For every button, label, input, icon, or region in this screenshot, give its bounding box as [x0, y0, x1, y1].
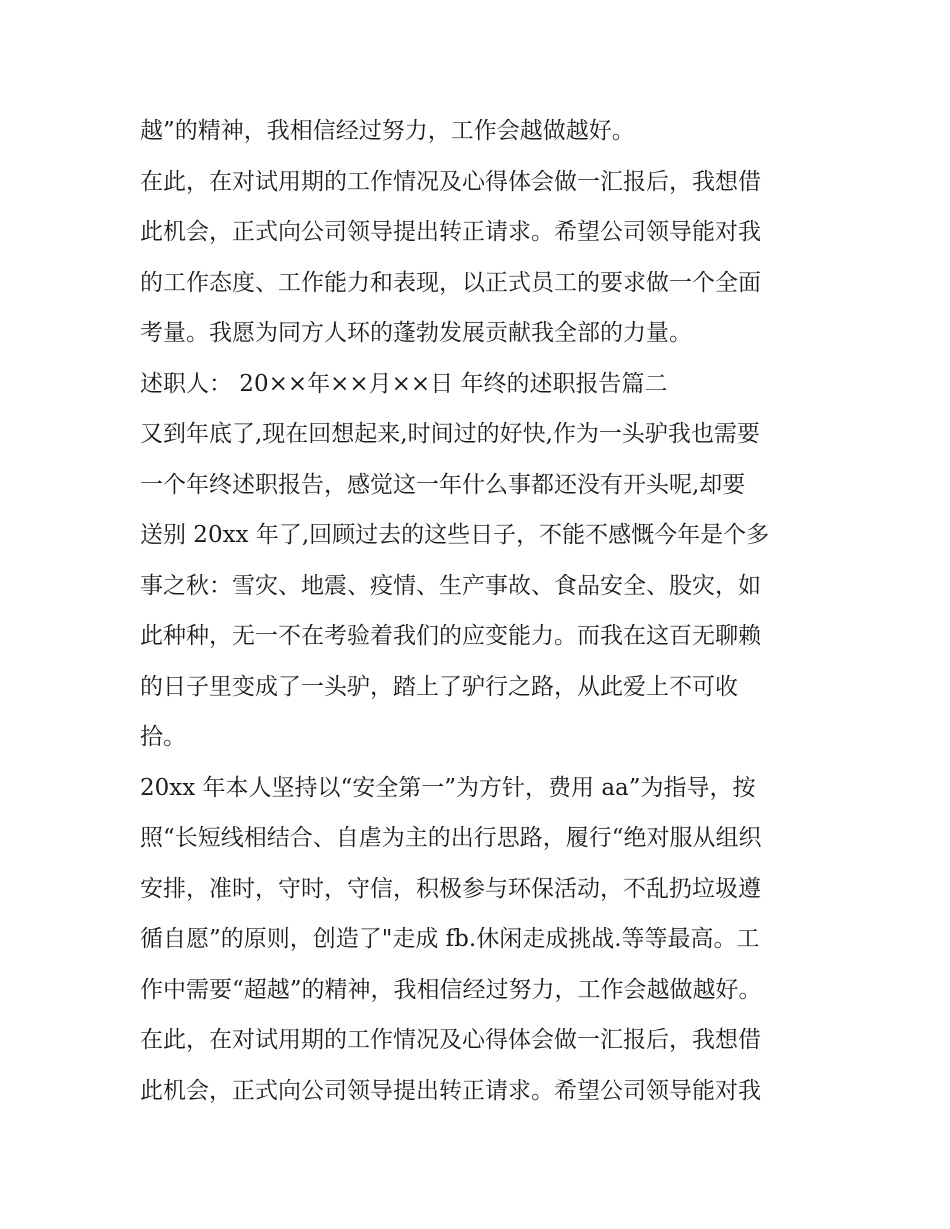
text-line: 在此，在对试用期的工作情况及心得体会做一汇报后，我想借 — [140, 1027, 761, 1053]
text-line: 一个年终述职报告，感觉这一年什么事都还没有开头呢,却要 — [140, 471, 746, 498]
text-line: 的日子里变成了一头驴，踏上了驴行之路，从此爱上不可收 — [140, 673, 738, 700]
text-line: 循自愿”的原则，创造了"走成 fb.休闲走成挑战.等等最高。工 — [140, 926, 760, 952]
text-line: 越”的精神，我相信经过努力，工作会越做越好。 — [140, 118, 635, 144]
text-line: 此机会，正式向公司领导提出转正请求。希望公司领导能对我 — [140, 1077, 761, 1104]
text-line: 又到年底了,现在回想起来,时间过的好快,作为一头驴我也需要 — [140, 421, 760, 447]
text-line: 安排，准时，守时，守信，积极参与环保活动，不乱扔垃圾遵 — [140, 875, 761, 902]
document-body — [140, 106, 830, 1116]
text-line: 考量。我愿为同方人环的蓬勃发展贡献我全部的力量。 — [140, 320, 692, 346]
text-line: 20xx 年本人坚持以“安全第一”为方针，费用 aa”为指导，按 — [140, 774, 756, 801]
text-line: 事之秋：雪灾、地震、疫情、生产事故、食品安全、股灾，如 — [140, 572, 761, 599]
text-line: 在此，在对试用期的工作情况及心得体会做一汇报后，我想借 — [140, 168, 761, 195]
text-line: 此机会，正式向公司领导提出转正请求。希望公司领导能对我 — [140, 219, 761, 245]
section-heading-line: 述职人： 20××年××月××日 年终的述职报告篇二 — [140, 370, 668, 397]
text-line: 作中需要“超越”的精神，我相信经过努力，工作会越做越好。 — [140, 976, 762, 1003]
text-line: 照“长短线相结合、自虐为主的出行思路，履行“绝对服从组织 — [140, 825, 762, 851]
text-line: 拾。 — [140, 724, 186, 750]
text-line: 的工作态度、工作能力和表现，以正式员工的要求做一个全面 — [140, 269, 761, 296]
text-line: 送别 20xx 年了,回顾过去的这些日子，不能不感慨今年是个多 — [140, 522, 770, 548]
text-line: 此种种，无一不在考验着我们的应变能力。而我在这百无聊赖 — [140, 623, 761, 649]
